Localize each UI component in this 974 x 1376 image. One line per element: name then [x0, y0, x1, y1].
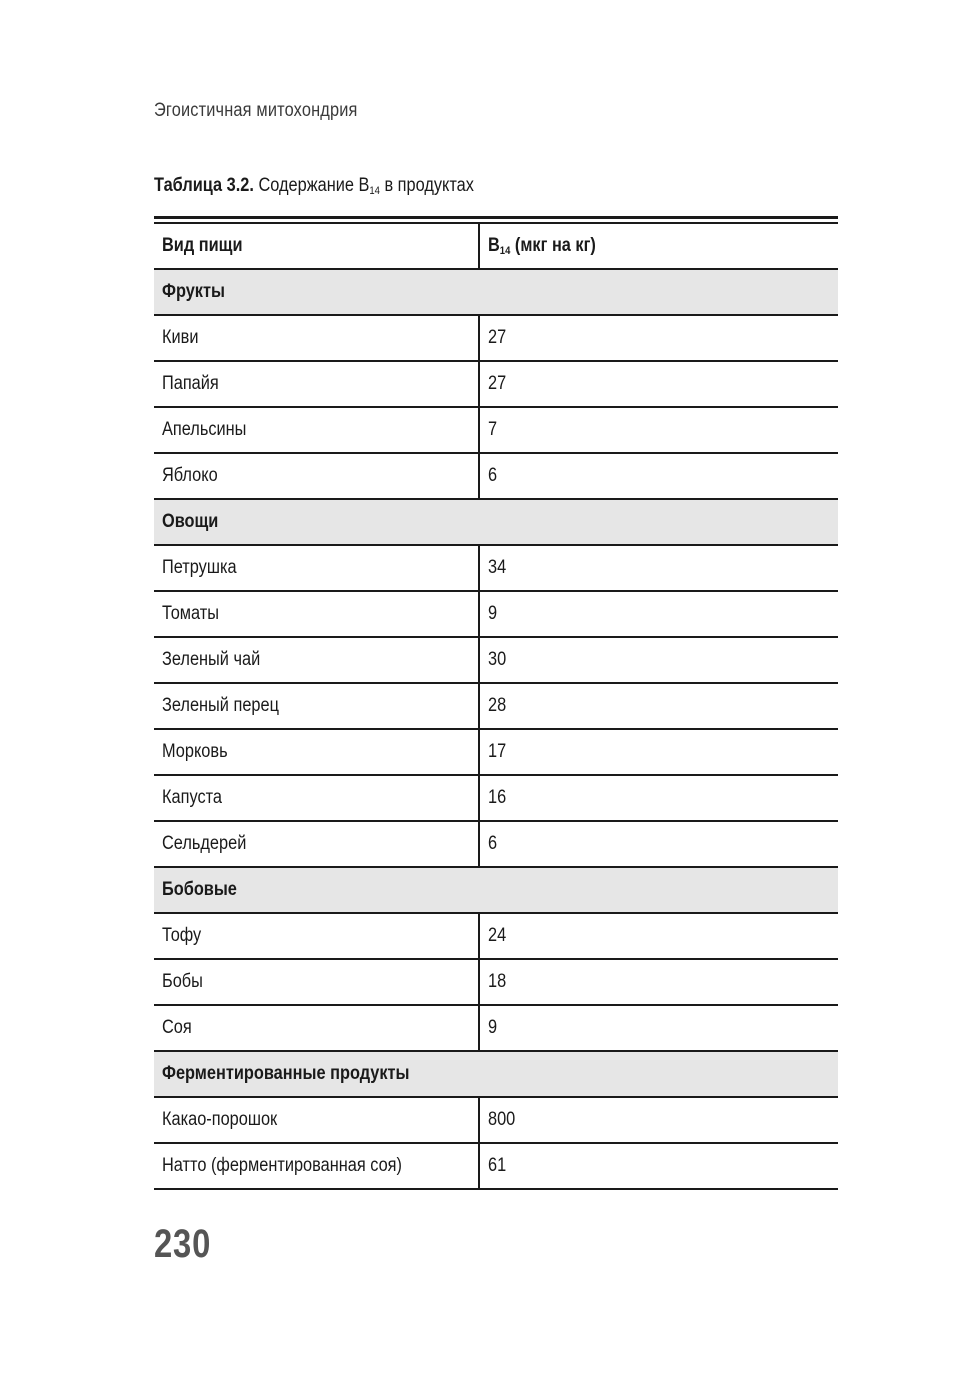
food-name-cell: Бобы	[154, 959, 479, 1005]
table-row	[154, 453, 838, 499]
food-name-cell: Тофу	[154, 913, 479, 959]
food-name-cell: Томаты	[154, 591, 479, 637]
value-cell: 61	[479, 1143, 838, 1189]
page-number: 230	[154, 1222, 212, 1266]
group-title: Бобовые	[154, 867, 838, 913]
food-name-cell: Апельсины	[154, 407, 479, 453]
table-group-row	[154, 867, 838, 913]
table-group-row	[154, 499, 838, 545]
food-name-cell: Морковь	[154, 729, 479, 775]
table-group-row	[154, 269, 838, 315]
table-row	[154, 683, 838, 729]
table-row	[154, 361, 838, 407]
table-group-row	[154, 1051, 838, 1097]
table-row	[154, 959, 838, 1005]
table-row	[154, 1005, 838, 1051]
running-head: Эгоистичная митохондрия	[154, 100, 358, 121]
value-cell: 9	[479, 1005, 838, 1051]
table-row	[154, 407, 838, 453]
value-cell: 17	[479, 729, 838, 775]
table-row	[154, 1097, 838, 1143]
food-name-cell: Сельдерей	[154, 821, 479, 867]
food-name-cell: Соя	[154, 1005, 479, 1051]
header-vitamin-content: $В_{14}$ (мкг на кг)	[479, 223, 838, 269]
food-name-cell: Папайя	[154, 361, 479, 407]
header-food-type: Вид пищи	[154, 223, 479, 269]
caption-label: Таблица 3.2.	[154, 175, 254, 196]
table-row	[154, 729, 838, 775]
food-name-cell: Какао-порошок	[154, 1097, 479, 1143]
value-cell: 24	[479, 913, 838, 959]
value-cell: 7	[479, 407, 838, 453]
vitamin-table	[154, 216, 838, 1190]
table-row	[154, 821, 838, 867]
group-title: Фрукты	[154, 269, 838, 315]
value-cell: 28	[479, 683, 838, 729]
food-name-cell: Петрушка	[154, 545, 479, 591]
caption-text: Содержание $В_{14}$ в продуктах	[258, 175, 474, 197]
group-title: Овощи	[154, 499, 838, 545]
food-name-cell: Зеленый перец	[154, 683, 479, 729]
group-title: Ферментированные продукты	[154, 1051, 838, 1097]
food-name-cell: Яблоко	[154, 453, 479, 499]
table-row	[154, 315, 838, 361]
table-row	[154, 775, 838, 821]
value-cell: 34	[479, 545, 838, 591]
value-cell: 6	[479, 453, 838, 499]
table-body	[154, 269, 838, 1189]
value-cell: 9	[479, 591, 838, 637]
value-cell: 18	[479, 959, 838, 1005]
table-row	[154, 637, 838, 683]
table-row	[154, 591, 838, 637]
table-caption	[154, 175, 474, 197]
table-row	[154, 913, 838, 959]
value-cell: 16	[479, 775, 838, 821]
table-row	[154, 545, 838, 591]
food-name-cell: Зеленый чай	[154, 637, 479, 683]
value-cell: 27	[479, 315, 838, 361]
food-name-cell: Киви	[154, 315, 479, 361]
value-cell: 27	[479, 361, 838, 407]
table-header-row	[154, 223, 838, 269]
value-cell: 30	[479, 637, 838, 683]
food-name-cell: Капуста	[154, 775, 479, 821]
table-row	[154, 1143, 838, 1189]
value-cell: 6	[479, 821, 838, 867]
value-cell: 800	[479, 1097, 838, 1143]
food-name-cell: Натто (ферментированная соя)	[154, 1143, 479, 1189]
caption-subscript: 14	[369, 185, 380, 197]
